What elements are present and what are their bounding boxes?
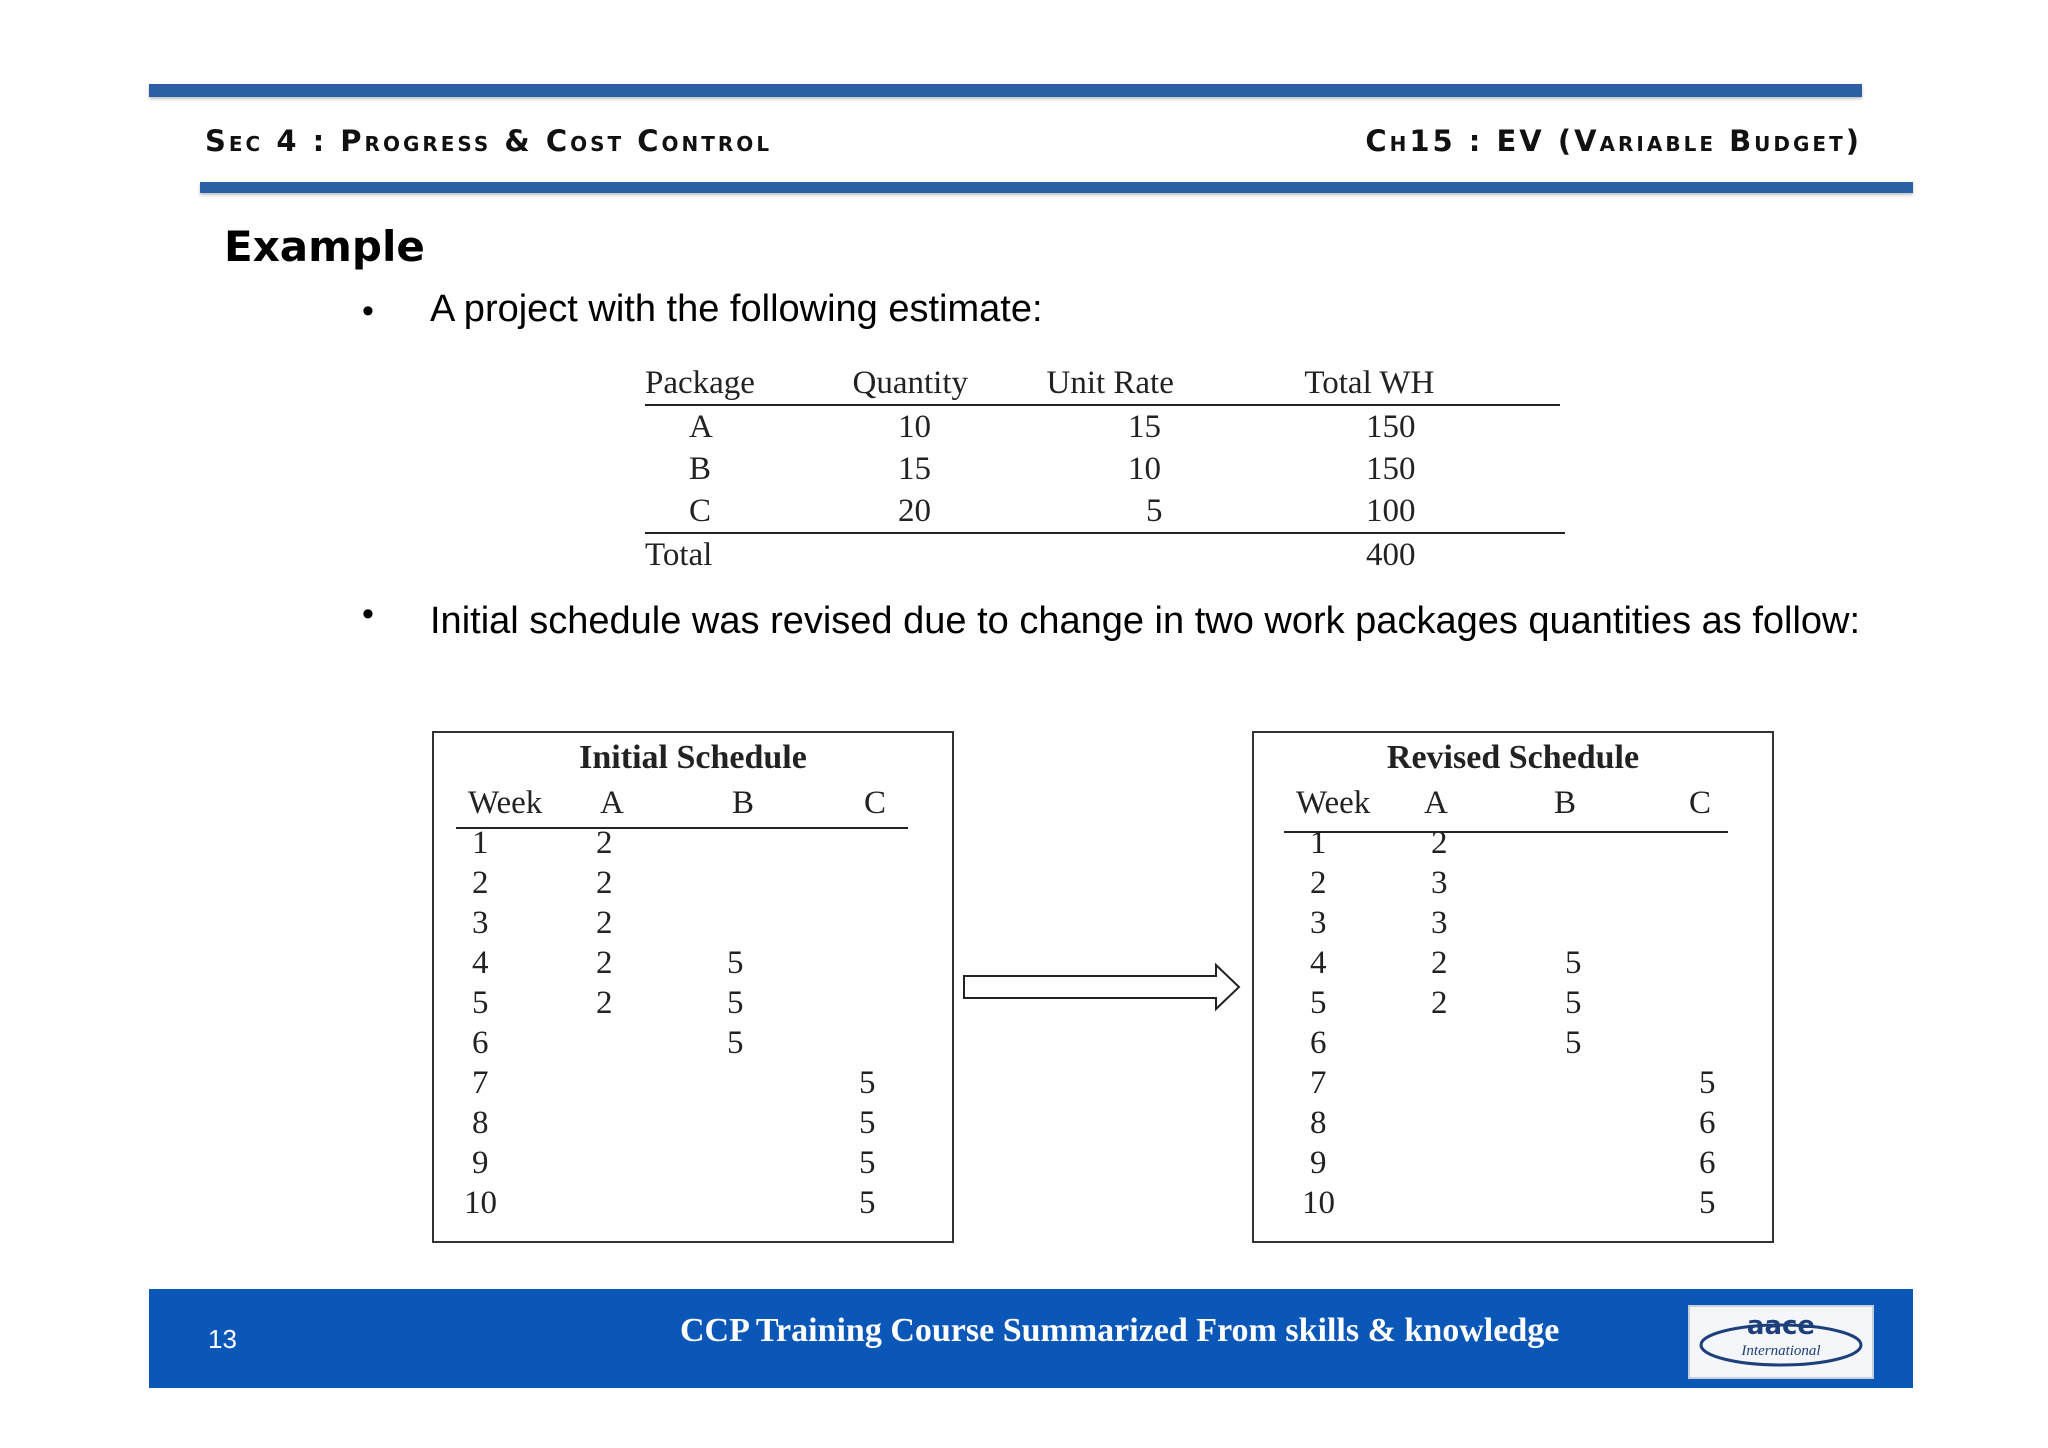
schedule-cell: 6 xyxy=(472,1025,489,1061)
schedule-cell: 1 xyxy=(1310,825,1327,861)
schedule-cell: 2 xyxy=(1431,945,1448,981)
right-arrow-icon xyxy=(962,962,1242,1012)
initial-schedule-box xyxy=(432,731,954,1243)
schedule-cell: 6 xyxy=(1310,1025,1327,1061)
logo-subtext: International xyxy=(1741,1343,1821,1359)
estimate-header-row xyxy=(645,362,1560,404)
estimate-cell: 15 xyxy=(1128,408,1161,445)
schedule-cell: 5 xyxy=(727,985,744,1021)
schedule-cell: 3 xyxy=(1310,905,1327,941)
header-bottom-bar xyxy=(200,182,1913,193)
schedule-cell: 2 xyxy=(1431,985,1448,1021)
bullet-marker: • xyxy=(362,292,374,330)
estimate-cell: 5 xyxy=(1146,492,1163,529)
estimate-row xyxy=(645,490,1560,532)
estimate-cell: A xyxy=(689,408,713,445)
estimate-header-unit-rate: Unit Rate xyxy=(1046,364,1174,401)
schedule-cell: 2 xyxy=(1431,825,1448,861)
estimate-cell: 10 xyxy=(898,408,931,445)
revised-schedule-title: Revised Schedule xyxy=(1386,739,1640,776)
schedule-cell: 7 xyxy=(472,1065,489,1101)
schedule-cell: 5 xyxy=(1310,985,1327,1021)
initial-header-rule xyxy=(456,827,908,829)
schedule-cell: 5 xyxy=(1565,1025,1582,1061)
revised-header-a: A xyxy=(1424,785,1448,821)
schedule-cell: 10 xyxy=(1302,1185,1335,1221)
estimate-cell: 10 xyxy=(1128,450,1161,487)
estimate-cell: 150 xyxy=(1366,408,1416,445)
page-number: 13 xyxy=(208,1324,237,1354)
revised-header-b: B xyxy=(1554,785,1577,821)
schedule-cell: 6 xyxy=(1699,1145,1716,1181)
logo-text: aace xyxy=(1746,1311,1816,1341)
estimate-cell: C xyxy=(689,492,712,529)
initial-header-a: A xyxy=(600,785,624,821)
initial-schedule-title: Initial Schedule xyxy=(579,739,807,776)
schedule-cell: 2 xyxy=(596,985,613,1021)
schedule-cell: 1 xyxy=(472,825,489,861)
schedule-cell: 5 xyxy=(859,1105,876,1141)
initial-header-b: B xyxy=(732,785,755,821)
revised-header-rule xyxy=(1284,831,1728,833)
schedule-cell: 4 xyxy=(472,945,489,981)
schedule-cell: 7 xyxy=(1310,1065,1327,1101)
schedule-cell: 6 xyxy=(1699,1105,1716,1141)
schedule-cell: 4 xyxy=(1310,945,1327,981)
estimate-cell: 15 xyxy=(898,450,931,487)
schedule-cell: 5 xyxy=(859,1145,876,1181)
estimate-table xyxy=(645,362,1560,576)
revised-schedule-box xyxy=(1252,731,1774,1243)
chapter-title: Ch15 : EV (Variable Budget) xyxy=(1365,124,1862,158)
schedule-cell: 3 xyxy=(472,905,489,941)
schedule-cell: 5 xyxy=(1565,945,1582,981)
estimate-row xyxy=(645,448,1560,490)
schedule-cell: 9 xyxy=(1310,1145,1327,1181)
estimate-header-package: Package xyxy=(645,364,755,401)
bullet-marker: • xyxy=(362,595,374,633)
estimate-header-total-wh: Total WH xyxy=(1304,364,1435,401)
schedule-cell: 2 xyxy=(596,865,613,901)
estimate-total-row xyxy=(645,534,1560,576)
aace-logo xyxy=(1688,1305,1874,1379)
schedule-cell: 2 xyxy=(1310,865,1327,901)
schedule-cell: 8 xyxy=(1310,1105,1327,1141)
schedule-cell: 2 xyxy=(596,905,613,941)
estimate-total-label: Total xyxy=(645,536,713,573)
schedule-cell: 5 xyxy=(1565,985,1582,1021)
estimate-header-quantity: Quantity xyxy=(852,364,968,401)
footer-course-text: CCP Training Course Summarized From skills & knowledge xyxy=(680,1312,1560,1349)
header-top-bar xyxy=(149,84,1862,97)
bullet-1: A project with the following estimate: xyxy=(430,288,1043,330)
schedule-cell: 5 xyxy=(472,985,489,1021)
estimate-cell: 100 xyxy=(1366,492,1416,529)
estimate-cell: 150 xyxy=(1366,450,1416,487)
schedule-cell: 5 xyxy=(727,1025,744,1061)
slide-heading: Example xyxy=(224,222,425,271)
schedule-cell: 3 xyxy=(1431,905,1448,941)
initial-header-c: C xyxy=(864,785,887,821)
schedule-cell: 5 xyxy=(1699,1185,1716,1221)
schedule-cell: 5 xyxy=(727,945,744,981)
schedule-cell: 2 xyxy=(596,825,613,861)
schedule-cell: 2 xyxy=(472,865,489,901)
schedule-cell: 10 xyxy=(464,1185,497,1221)
revised-header-week: Week xyxy=(1296,785,1371,821)
revised-header-c: C xyxy=(1689,785,1712,821)
schedule-cell: 2 xyxy=(596,945,613,981)
estimate-cell: 20 xyxy=(898,492,931,529)
schedule-cell: 8 xyxy=(472,1105,489,1141)
estimate-total-value: 400 xyxy=(1366,536,1416,573)
bullet-2: Initial schedule was revised due to change in two work packages quantities as follow: xyxy=(430,600,1861,642)
schedule-cell: 9 xyxy=(472,1145,489,1181)
estimate-row xyxy=(645,406,1560,448)
initial-header-week: Week xyxy=(468,785,543,821)
schedule-cell: 5 xyxy=(859,1065,876,1101)
schedule-cell: 5 xyxy=(859,1185,876,1221)
section-title: Sec 4 : Progress & Cost Control xyxy=(205,124,773,158)
estimate-cell: B xyxy=(689,450,712,487)
schedule-cell: 3 xyxy=(1431,865,1448,901)
schedule-cell: 5 xyxy=(1699,1065,1716,1101)
